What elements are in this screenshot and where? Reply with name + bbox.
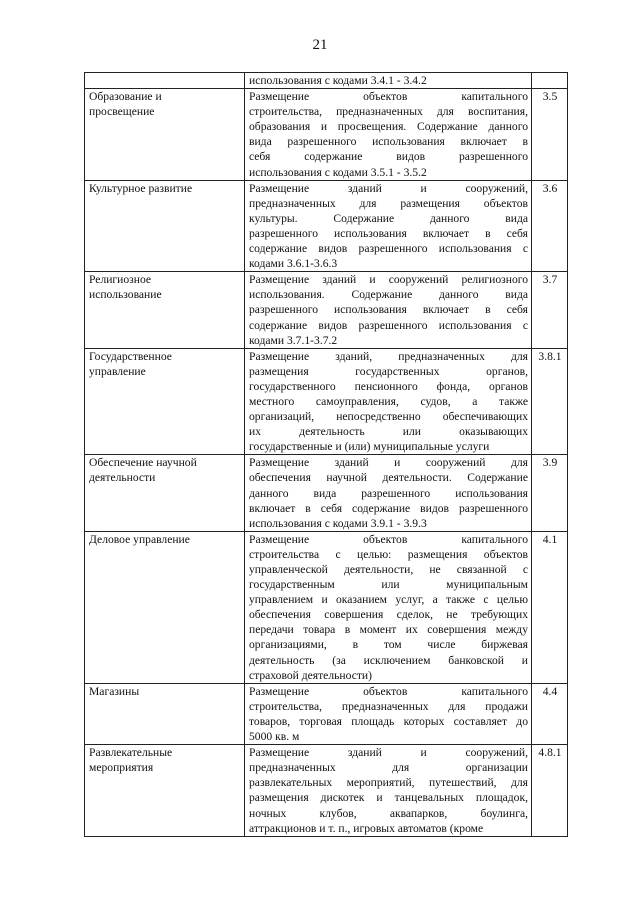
land-use-description-line: использования с кодами 3.5.1 - 3.5.2 (249, 165, 427, 179)
land-use-description-cell (245, 745, 532, 837)
land-use-name-line (89, 73, 241, 88)
land-use-name-line: Государственное (89, 349, 172, 363)
land-use-description-line: кодами 3.6.1-3.6.3 (249, 257, 338, 271)
land-use-description-line: включает в себя содержание видов разрешенного (249, 501, 528, 515)
land-use-name-cell (85, 272, 245, 348)
land-use-description-line: страховой деятельности) (249, 668, 372, 682)
land-use-description-line: управленческой деятельности, не связанной с (249, 563, 528, 576)
table-row (85, 73, 568, 89)
land-use-description-line: организаций, непосредственно обеспечивающих (249, 410, 528, 424)
land-use-description-line: использования с кодами 3.9.1 - 3.9.3 (249, 516, 427, 530)
table-row (85, 348, 568, 455)
land-use-name-cell (85, 455, 245, 531)
land-use-code-cell: 3.6 (532, 180, 568, 272)
land-use-name-cell (85, 348, 245, 455)
land-use-name-cell (85, 683, 245, 744)
table-row (85, 745, 568, 837)
land-use-description-line: вида разрешенного использования включает в (249, 135, 528, 149)
land-use-name-cell (85, 745, 245, 837)
land-use-name-line: Культурное развитие (89, 181, 193, 195)
land-use-code-cell: 3.5 (532, 89, 568, 181)
table-row (85, 455, 568, 531)
land-use-description-cell (245, 455, 532, 531)
land-use-description-line: предназначенных для организации (249, 761, 528, 775)
land-use-description-line: управлением и оказанием услуг, а также с целью (249, 593, 528, 607)
land-use-description-line: размещения дискотек и танцевальных площадок, (249, 791, 528, 805)
land-use-name-line: Магазины (89, 684, 140, 698)
land-use-description-line: строительства, предназначенных для продажи (249, 699, 528, 713)
land-use-name-line: использование (89, 288, 162, 302)
land-use-description-line: местного самоуправления, судов, а также (249, 394, 528, 408)
land-use-description-line: аттракционов и т. п., игровых автоматов (кроме (249, 821, 484, 835)
land-use-description-line: организациями, в том числе биржевая (249, 638, 528, 652)
land-use-name-cell (85, 89, 245, 181)
land-use-name-line: Религиозное (89, 273, 152, 287)
land-use-description-line: кодами 3.7.1-3.7.2 (249, 333, 338, 347)
land-use-description-line: содержание видов разрешенного использования с (249, 318, 528, 332)
land-use-code-cell: 4.4 (532, 683, 568, 744)
land-use-description-line: использования. Содержание данного вида (249, 288, 528, 302)
land-use-description-line: обеспечения научной деятельности. Содержание (249, 471, 528, 485)
land-use-description-line: Размещение объектов капитального (249, 532, 528, 546)
land-use-code-cell: 4.8.1 (532, 745, 568, 837)
land-use-description-line: государственные и (или) муниципальные услуги (249, 440, 490, 454)
land-use-description-line: 5000 кв. м (249, 730, 300, 744)
table-row (85, 683, 568, 744)
land-use-description-line: развлекательных мероприятий, путешествий, для (249, 776, 528, 790)
land-use-description-cell (245, 89, 532, 181)
table-body (85, 73, 568, 837)
land-use-description-line: себя содержание видов разрешенного (249, 150, 528, 164)
land-use-description-cell (245, 73, 532, 89)
land-use-description-line: культуры. Содержание данного вида (249, 211, 528, 225)
land-use-description-line: Размещение объектов капитального (249, 684, 528, 698)
land-use-code-cell (532, 73, 568, 89)
land-use-code-cell: 3.8.1 (532, 348, 568, 455)
land-use-name-line: Обеспечение научной (89, 456, 197, 470)
land-use-description-line: государственного пенсионного фонда, органов (249, 379, 528, 393)
land-use-description-line: содержание видов разрешенного использования с (249, 242, 528, 256)
land-use-description-line: ночных клубов, аквапарков, боулинга, (249, 806, 528, 820)
land-use-description-line: передачи товара в момент их совершения между (249, 623, 528, 637)
land-use-description-cell (245, 531, 532, 683)
land-use-description-line: Размещение зданий и сооружений, (249, 181, 528, 195)
land-use-name-line: просвещение (89, 105, 155, 119)
land-use-description-line: Размещение зданий, предназначенных для (249, 349, 528, 363)
land-use-description-line: государственным или муниципальным (249, 578, 528, 592)
land-use-description-cell (245, 348, 532, 455)
land-use-name-line: мероприятия (89, 761, 154, 775)
land-use-name-cell (85, 73, 245, 89)
land-use-description-line: использования с кодами 3.4.1 - 3.4.2 (249, 74, 427, 87)
land-use-description-line: разрешенного использования включает в себя (249, 303, 528, 317)
land-use-description-line: строительства, предназначенных для воспитания, (249, 105, 528, 119)
table-row (85, 180, 568, 272)
land-use-name-cell (85, 531, 245, 683)
land-use-description-line: их деятельность или оказывающих (249, 425, 528, 439)
land-use-description-line: размещения государственных органов, (249, 364, 528, 378)
land-use-name-line: Развлекательные (89, 746, 173, 760)
land-use-code-cell: 4.1 (532, 531, 568, 683)
land-use-name-line: деятельности (89, 471, 156, 485)
land-use-description-line: строительства с целью: размещения объектов (249, 547, 528, 561)
table-row (85, 272, 568, 348)
land-use-name-line: Деловое управление (89, 532, 190, 546)
land-use-description-line: Размещение объектов капитального (249, 90, 528, 104)
table-row (85, 89, 568, 181)
land-use-description-cell (245, 272, 532, 348)
table-row (85, 531, 568, 683)
land-use-description-cell (245, 180, 532, 272)
land-use-code-cell: 3.7 (532, 272, 568, 348)
land-use-name-cell (85, 180, 245, 272)
land-use-name-line: управление (89, 364, 146, 378)
land-use-description-line: разрешенного использования включает в себя (249, 226, 528, 240)
land-use-description-line: товаров, торговая площадь которых составляет до (249, 714, 528, 728)
page-number: 21 (312, 37, 328, 53)
land-use-description-line: данного вида разрешенного использования (249, 486, 528, 500)
land-use-code-cell: 3.9 (532, 455, 568, 531)
land-use-description-line: деятельность (за исключением банковской и (249, 653, 528, 667)
land-use-name-line: Образование и (89, 90, 162, 104)
land-use-description-line: предназначенных для размещения объектов (249, 196, 528, 210)
land-use-description-cell (245, 683, 532, 744)
land-use-description-line: Размещение зданий и сооружений, (249, 746, 528, 760)
land-use-description-line: Размещение зданий и сооружений религиозного (249, 273, 528, 287)
land-use-table (84, 72, 568, 837)
land-use-description-line: обеспечения совершения сделок, не требующих (249, 608, 528, 622)
land-use-description-line: образования и просвещения. Содержание данного (249, 120, 528, 134)
land-use-description-line: Размещение зданий и сооружений для (249, 456, 528, 470)
